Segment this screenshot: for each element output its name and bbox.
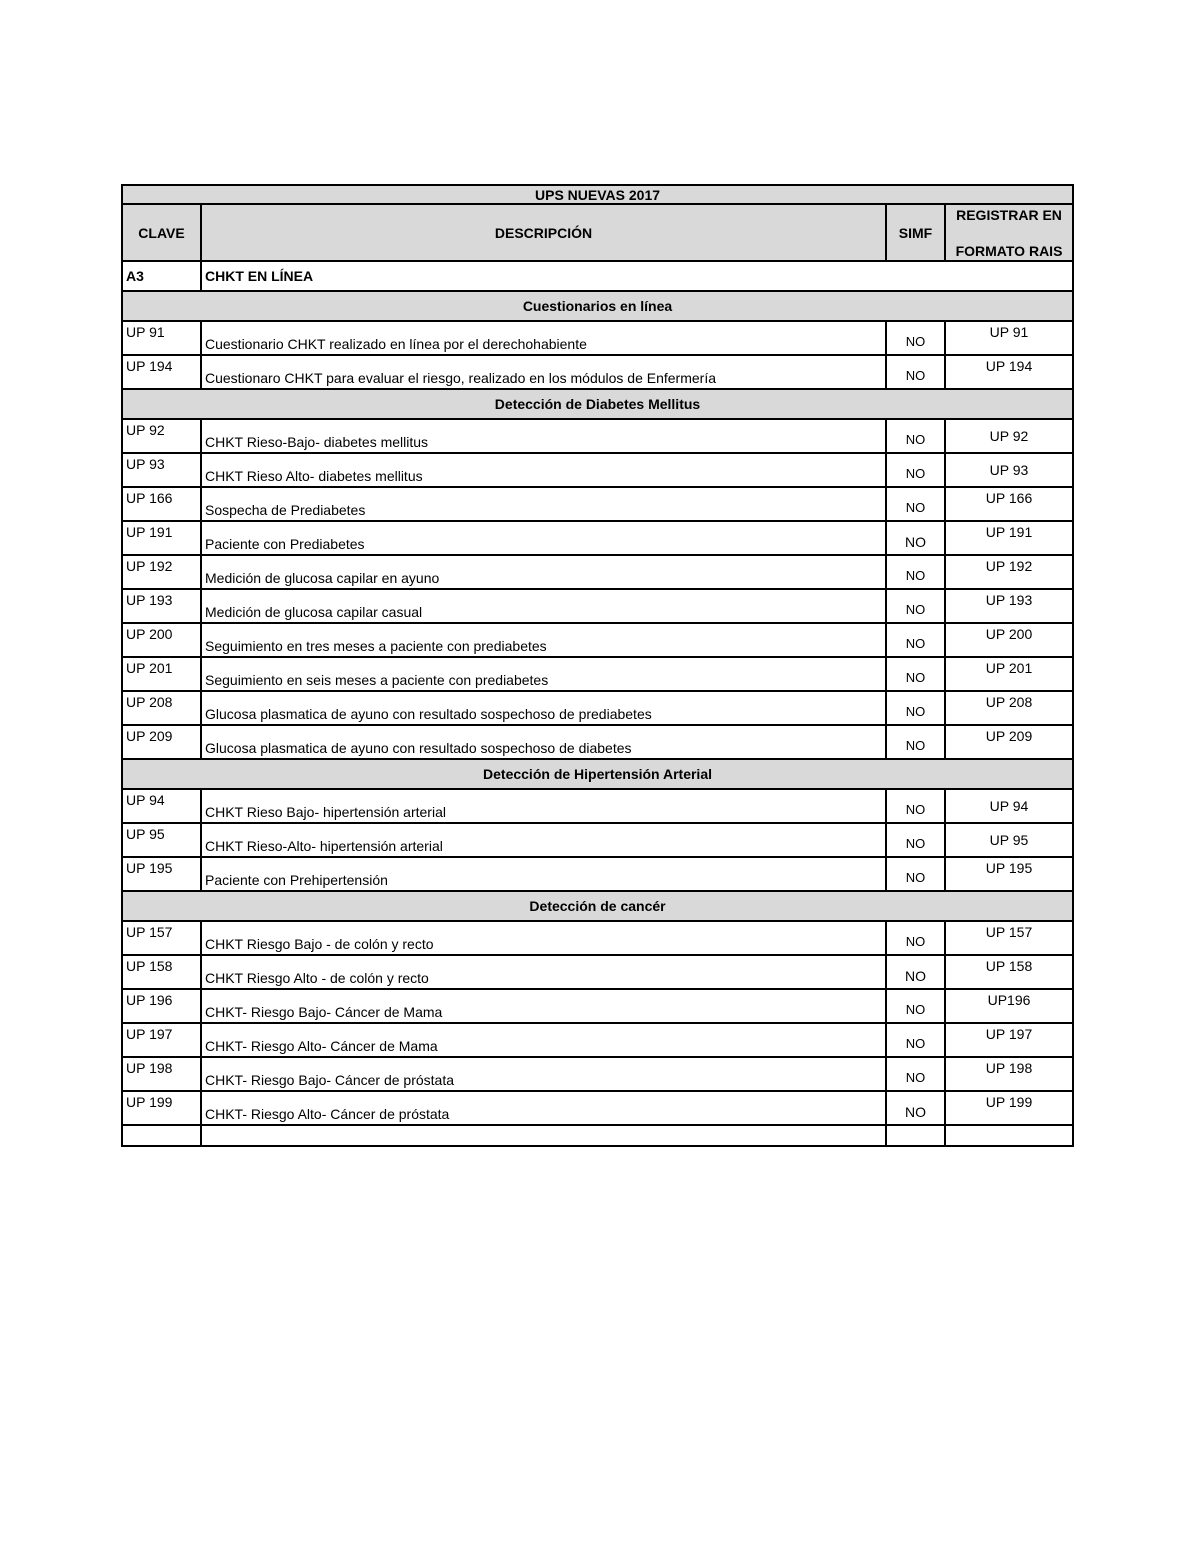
cell-registrar: UP196 (945, 989, 1073, 1023)
table-row (122, 589, 1073, 623)
section-row (122, 291, 1073, 321)
cell-registrar: UP 166 (945, 487, 1073, 521)
cell-descripcion: CHKT Rieso-Bajo- diabetes mellitus (201, 419, 886, 453)
cell-clave: UP 95 (122, 823, 201, 857)
cell-descripcion: CHKT Rieso Bajo- hipertensión arterial (201, 789, 886, 823)
cell-simf: NO (886, 555, 945, 589)
cell-clave: UP 92 (122, 419, 201, 453)
empty-cell (122, 1125, 201, 1146)
cell-clave: UP 194 (122, 355, 201, 389)
header-clave: CLAVE (122, 204, 201, 261)
cell-descripcion: Seguimiento en tres meses a paciente con prediabetes (201, 623, 886, 657)
cell-simf: NO (886, 321, 945, 355)
table-row (122, 789, 1073, 823)
cell-clave: UP 199 (122, 1091, 201, 1125)
empty-cell (945, 1125, 1073, 1146)
group-descripcion: CHKT EN LÍNEA (201, 261, 1073, 291)
cell-registrar: UP 209 (945, 725, 1073, 759)
header-registrar-line1: REGISTRAR EN (956, 206, 1062, 223)
cell-descripcion: CHKT Rieso Alto- diabetes mellitus (201, 453, 886, 487)
header-simf: SIMF (886, 204, 945, 261)
section-row (122, 389, 1073, 419)
empty-cell (201, 1125, 886, 1146)
cell-descripcion: Medición de glucosa capilar casual (201, 589, 886, 623)
cell-clave: UP 91 (122, 321, 201, 355)
cell-descripcion: CHKT- Riesgo Bajo- Cáncer de Mama (201, 989, 886, 1023)
cell-registrar: UP 92 (945, 419, 1073, 453)
cell-descripcion: Glucosa plasmatica de ayuno con resultado sospechoso de diabetes (201, 725, 886, 759)
cell-descripcion: Paciente con Prediabetes (201, 521, 886, 555)
cell-descripcion: Paciente con Prehipertensión (201, 857, 886, 891)
cell-clave: UP 158 (122, 955, 201, 989)
empty-row (122, 1125, 1073, 1146)
table-row (122, 555, 1073, 589)
cell-clave: UP 200 (122, 623, 201, 657)
cell-registrar: UP 93 (945, 453, 1073, 487)
cell-clave: UP 208 (122, 691, 201, 725)
section-title: Detección de Hipertensión Arterial (122, 759, 1073, 789)
cell-simf: NO (886, 657, 945, 691)
section-title: Detección de Diabetes Mellitus (122, 389, 1073, 419)
table-row (122, 921, 1073, 955)
cell-registrar: UP 208 (945, 691, 1073, 725)
table-row (122, 521, 1073, 555)
cell-clave: UP 193 (122, 589, 201, 623)
cell-simf: NO (886, 857, 945, 891)
table-row (122, 623, 1073, 657)
cell-clave: UP 93 (122, 453, 201, 487)
cell-simf: NO (886, 487, 945, 521)
cell-descripcion: CHKT- Riesgo Alto- Cáncer de Mama (201, 1023, 886, 1057)
table-row (122, 1023, 1073, 1057)
cell-descripcion: CHKT Rieso-Alto- hipertensión arterial (201, 823, 886, 857)
table-title-row (122, 185, 1073, 204)
section-row (122, 759, 1073, 789)
section-title: Cuestionarios en línea (122, 291, 1073, 321)
cell-registrar: UP 194 (945, 355, 1073, 389)
cell-simf: NO (886, 921, 945, 955)
cell-simf: NO (886, 691, 945, 725)
table-row (122, 355, 1073, 389)
header-registrar (945, 204, 1073, 261)
cell-simf: NO (886, 955, 945, 989)
table-row (122, 487, 1073, 521)
cell-registrar: UP 201 (945, 657, 1073, 691)
table-row (122, 657, 1073, 691)
cell-descripcion: Medición de glucosa capilar en ayuno (201, 555, 886, 589)
cell-registrar: UP 200 (945, 623, 1073, 657)
table-row (122, 955, 1073, 989)
table-row (122, 725, 1073, 759)
ups-table (121, 184, 1074, 1147)
cell-clave: UP 157 (122, 921, 201, 955)
cell-descripcion: Glucosa plasmatica de ayuno con resultado sospechoso de prediabetes (201, 691, 886, 725)
section-row (122, 891, 1073, 921)
cell-registrar: UP 95 (945, 823, 1073, 857)
table-row (122, 1091, 1073, 1125)
cell-simf: NO (886, 823, 945, 857)
cell-descripcion: CHKT Riesgo Alto - de colón y recto (201, 955, 886, 989)
cell-clave: UP 166 (122, 487, 201, 521)
cell-descripcion: Seguimiento en seis meses a paciente con prediabetes (201, 657, 886, 691)
cell-registrar: UP 197 (945, 1023, 1073, 1057)
cell-simf: NO (886, 521, 945, 555)
cell-clave: UP 191 (122, 521, 201, 555)
cell-clave: UP 201 (122, 657, 201, 691)
cell-registrar: UP 199 (945, 1091, 1073, 1125)
cell-clave: UP 209 (122, 725, 201, 759)
cell-simf: NO (886, 419, 945, 453)
table-row (122, 857, 1073, 891)
cell-registrar: UP 191 (945, 521, 1073, 555)
cell-clave: UP 197 (122, 1023, 201, 1057)
header-descripcion: DESCRIPCIÓN (201, 204, 886, 261)
cell-simf: NO (886, 1057, 945, 1091)
cell-registrar: UP 195 (945, 857, 1073, 891)
cell-registrar: UP 193 (945, 589, 1073, 623)
group-row (122, 261, 1073, 291)
cell-registrar: UP 158 (945, 955, 1073, 989)
group-clave: A3 (122, 261, 201, 291)
cell-registrar: UP 94 (945, 789, 1073, 823)
cell-simf: NO (886, 1091, 945, 1125)
cell-simf: NO (886, 725, 945, 759)
cell-descripcion: Cuestionario CHKT realizado en línea por el derechohabiente (201, 321, 886, 355)
cell-clave: UP 198 (122, 1057, 201, 1091)
table-row (122, 691, 1073, 725)
cell-simf: NO (886, 623, 945, 657)
cell-registrar: UP 91 (945, 321, 1073, 355)
cell-descripcion: CHKT- Riesgo Bajo- Cáncer de próstata (201, 1057, 886, 1091)
cell-simf: NO (886, 989, 945, 1023)
section-title: Detección de cancér (122, 891, 1073, 921)
table-row (122, 321, 1073, 355)
cell-descripcion: CHKT- Riesgo Alto- Cáncer de próstata (201, 1091, 886, 1125)
cell-clave: UP 192 (122, 555, 201, 589)
cell-descripcion: CHKT Riesgo Bajo - de colón y recto (201, 921, 886, 955)
cell-simf: NO (886, 355, 945, 389)
cell-simf: NO (886, 589, 945, 623)
table-row (122, 419, 1073, 453)
cell-registrar: UP 157 (945, 921, 1073, 955)
cell-registrar: UP 198 (945, 1057, 1073, 1091)
cell-simf: NO (886, 1023, 945, 1057)
table-row (122, 823, 1073, 857)
cell-descripcion: Sospecha de Prediabetes (201, 487, 886, 521)
cell-descripcion: Cuestionaro CHKT para evaluar el riesgo, realizado en los módulos de Enfermería (201, 355, 886, 389)
table-row (122, 1057, 1073, 1091)
table-row (122, 453, 1073, 487)
cell-clave: UP 195 (122, 857, 201, 891)
cell-registrar: UP 192 (945, 555, 1073, 589)
header-registrar-line2: FORMATO RAIS (955, 242, 1063, 259)
cell-simf: NO (886, 453, 945, 487)
ups-table-body (122, 185, 1073, 1146)
table-row (122, 989, 1073, 1023)
cell-clave: UP 196 (122, 989, 201, 1023)
cell-clave: UP 94 (122, 789, 201, 823)
table-title: UPS NUEVAS 2017 (122, 185, 1073, 204)
cell-simf: NO (886, 789, 945, 823)
empty-cell (886, 1125, 945, 1146)
table-header-row (122, 204, 1073, 261)
